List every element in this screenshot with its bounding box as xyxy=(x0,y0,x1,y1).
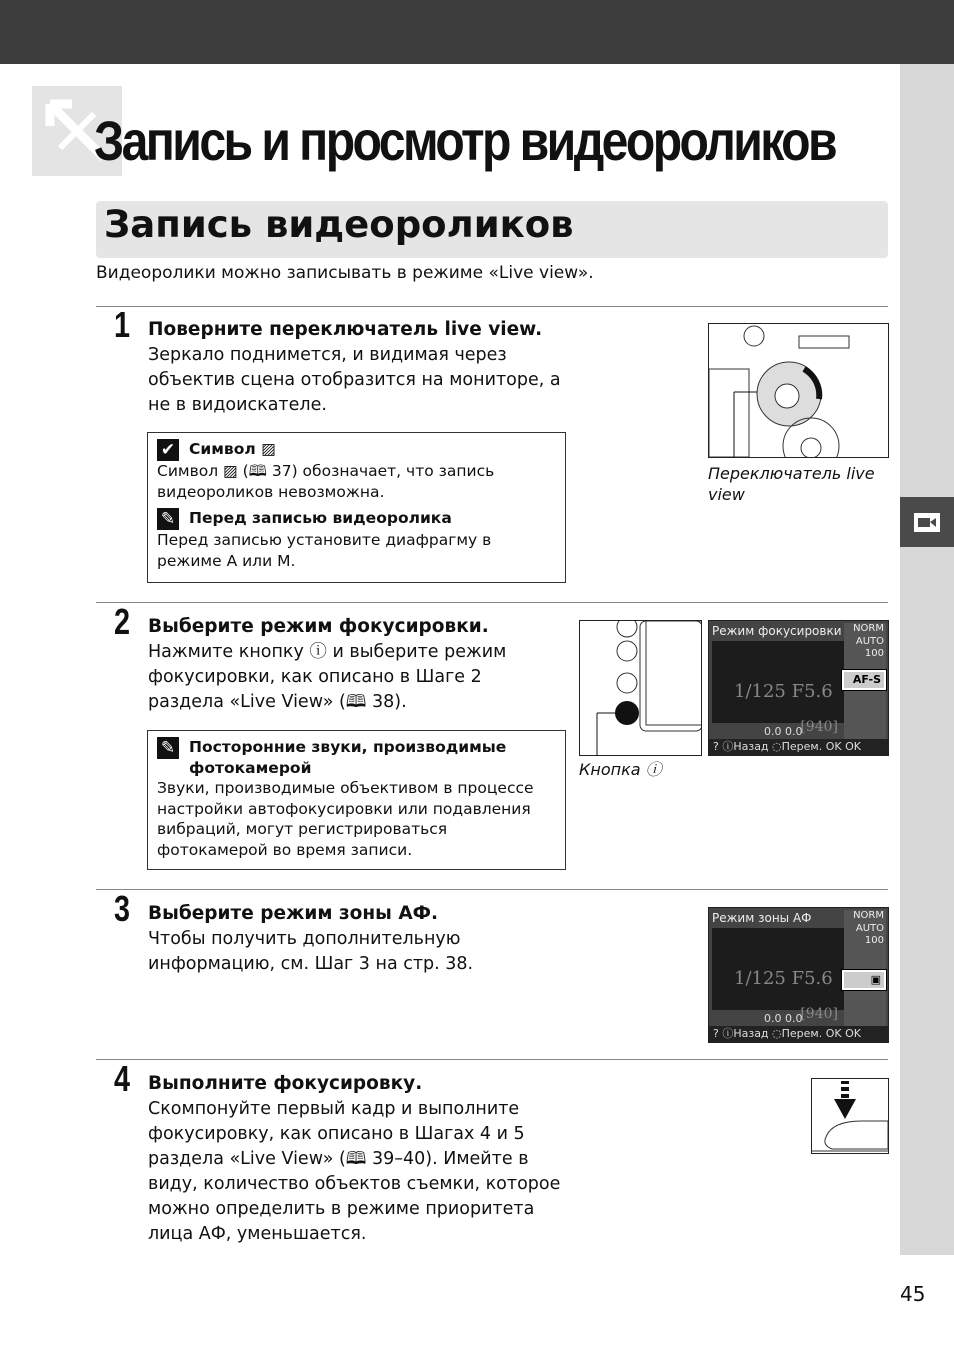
top-bar xyxy=(0,0,954,64)
lcd-title: Режим зоны АФ xyxy=(712,911,812,925)
camera-top-illustration xyxy=(708,323,889,458)
step-heading: Выберите режим фокусировки. xyxy=(148,616,489,637)
page-number: 45 xyxy=(900,1282,926,1306)
lcd-selected: ▣ xyxy=(842,970,886,990)
note-heading: Посторонние звуки, производимые фотокамерой xyxy=(189,738,507,777)
lcd-count: [940] xyxy=(800,1006,838,1022)
divider xyxy=(96,306,888,307)
figure-caption: Переключатель live view xyxy=(708,464,875,504)
lcd-side-panel: NORM AUTO 100 xyxy=(844,910,886,1028)
step-body: Чтобы получить дополнительную информацию, см. Шаг 3 на стр. 38. xyxy=(148,929,474,974)
step-number: 3 xyxy=(114,888,131,929)
step-heading: Выполните фокусировку. xyxy=(148,1073,423,1094)
check-icon: ✔ xyxy=(157,439,179,461)
divider xyxy=(96,602,888,603)
note-box xyxy=(147,432,566,583)
lcd-title: Режим фокусировки xyxy=(712,624,842,638)
lcd-shutter: 1/125 F5.6 xyxy=(734,968,833,989)
note-heading: Символ ▨ xyxy=(189,440,276,458)
lcd-side-panel: NORM AUTO 100 xyxy=(844,623,886,741)
lcd-bottom-bar: ? ⓘНазад ◌Перем. OK OK xyxy=(709,1026,888,1042)
lcd-bottom-bar: ? ⓘНазад ◌Перем. OK OK xyxy=(709,739,888,755)
pencil-icon: ✎ xyxy=(157,508,179,530)
lcd-ev: 0.0 0.0 xyxy=(764,1012,803,1025)
intro-text: Видеоролики можно записывать в режиме «Live view». xyxy=(96,263,594,283)
chapter-tab-movie[interactable] xyxy=(900,497,954,547)
step-body: Нажмите кнопку ⓘ и выберите режим фокусировки, как описано в Шаге 2 раздела «Live View» (🕮 38). xyxy=(148,642,507,712)
lcd-focus-mode-screen xyxy=(708,620,889,756)
lcd-count: [940] xyxy=(800,719,838,735)
camera-back-illustration xyxy=(579,620,702,756)
note-body: Символ ▨ (🕮 37) обозначает, что запись видеороликов невозможна. xyxy=(157,462,495,501)
chapter-title: Запись и просмотр видеороликов xyxy=(94,109,835,172)
lcd-ev: 0.0 0.0 xyxy=(764,725,803,738)
chapter-sidebar xyxy=(900,64,954,1255)
lcd-selected: AF-S xyxy=(842,670,886,690)
pencil-icon: ✎ xyxy=(157,737,179,759)
movie-camera-icon xyxy=(913,510,941,534)
step-heading: Выберите режим зоны АФ. xyxy=(148,903,439,924)
divider xyxy=(96,1059,888,1060)
note-body: Звуки, производимые объективом в процессе настройки автофокусировки или подавления вибраций, могут регистрироваться фотокамерой во время записи. xyxy=(157,779,534,859)
lcd-af-area-screen xyxy=(708,907,889,1043)
step-number: 4 xyxy=(114,1058,131,1099)
step-number: 2 xyxy=(114,601,131,642)
divider xyxy=(96,889,888,890)
note-box xyxy=(147,730,566,870)
shutter-press-illustration xyxy=(811,1078,889,1154)
section-title: Запись видеороликов xyxy=(104,203,574,246)
step-number: 1 xyxy=(114,304,131,345)
figure-caption: Кнопка ⓘ xyxy=(579,760,662,779)
lcd-shutter: 1/125 F5.6 xyxy=(734,681,833,702)
step-body: Скомпонуйте первый кадр и выполните фокусировку, как описано в Шагах 4 и 5 раздела «Live View» (🕮 39–40). Имейте в виду, количество объектов съемки, которое можно определить в режиме приоритета лица АФ, уменьшается. xyxy=(148,1099,561,1244)
step-body: Зеркало поднимется, и видимая через объектив сцена отобразится на мониторе, а не в видоискателе. xyxy=(148,345,561,415)
note-body: Перед записью установите диафрагму в режиме A или M. xyxy=(157,531,492,570)
note-heading: Перед записью видеоролика xyxy=(189,509,452,527)
step-heading: Поверните переключатель live view. xyxy=(148,319,543,340)
